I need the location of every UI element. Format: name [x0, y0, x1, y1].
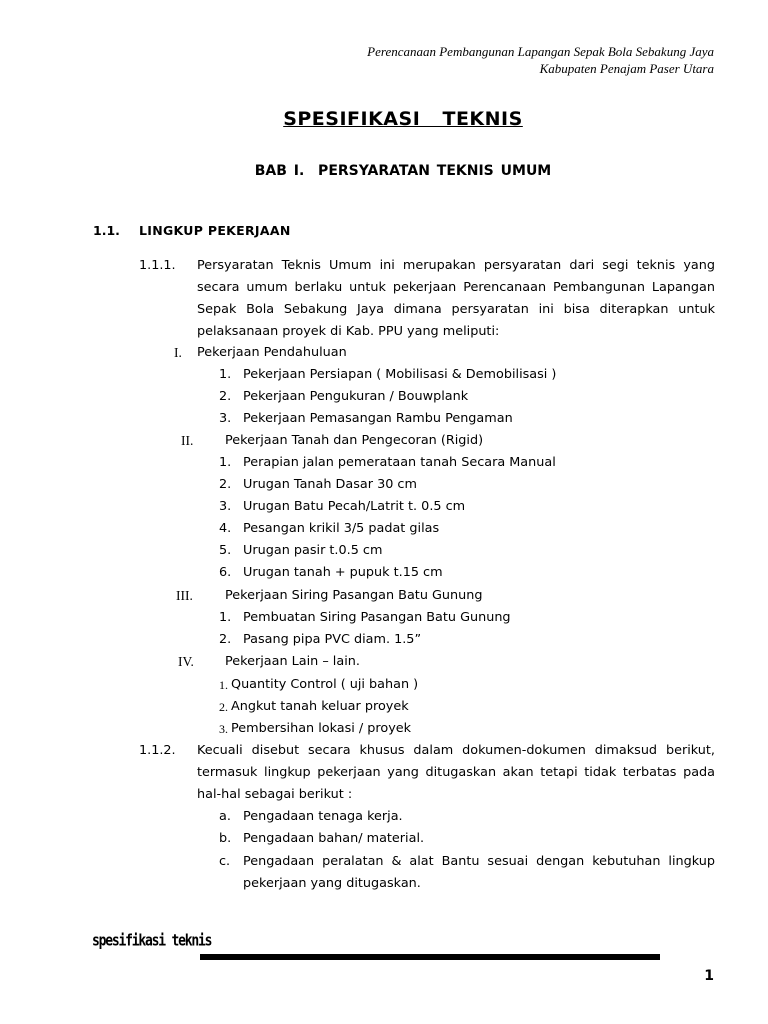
- list-item-number: 2.: [219, 700, 228, 714]
- paragraph-number: 1.1.2.: [139, 743, 176, 758]
- list-item-line: pekerjaan yang ditugaskan.: [243, 876, 421, 891]
- paragraph-1-1-1: [197, 255, 715, 343]
- list-item: Quantity Control ( uji bahan ): [231, 677, 419, 692]
- list-item: Pekerjaan Pemasangan Rambu Pengaman: [243, 411, 513, 426]
- paragraph-line: hal-hal sebagai berikut :: [197, 787, 353, 802]
- footer-logo: spesifikasi teknis: [92, 932, 212, 951]
- section-number: 1.1.: [93, 223, 120, 238]
- list-item: Pengadaan bahan/ material.: [243, 831, 425, 846]
- header-location: Kabupaten Penajam Paser Utara: [539, 61, 714, 76]
- group-label: Pekerjaan Pendahuluan: [197, 345, 347, 360]
- list-item: Pengadaan tenaga kerja.: [243, 809, 403, 824]
- list-item: Angkut tanah keluar proyek: [231, 699, 409, 714]
- list-item-letter: a.: [219, 809, 231, 824]
- list-item-letter: b.: [219, 831, 232, 846]
- list-item: Urugan tanah + pupuk t.15 cm: [243, 565, 443, 580]
- list-item-number: 1.: [219, 455, 232, 470]
- list-item: Pesangan krikil 3/5 padat gilas: [243, 521, 440, 536]
- footer-divider: [200, 954, 660, 960]
- list-item-number: 6.: [219, 565, 232, 580]
- paragraph-line: Persyaratan Teknis Umum ini merupakan persyaratan dari segi teknis yang: [197, 258, 715, 273]
- list-item: Urugan Batu Pecah/Latrit t. 0.5 cm: [243, 499, 466, 514]
- section-title: LINGKUP PEKERJAAN: [139, 223, 291, 238]
- page-number: 1: [704, 968, 714, 984]
- list-item: Pembersihan lokasi / proyek: [231, 721, 412, 736]
- list-item-number: 1.: [219, 367, 232, 382]
- list-item: Pasang pipa PVC diam. 1.5”: [243, 632, 422, 647]
- list-item-number: 5.: [219, 543, 232, 558]
- list-item-number: 2.: [219, 632, 232, 647]
- group-numeral: III.: [176, 588, 193, 603]
- list-item-letter: c.: [219, 854, 231, 869]
- group-numeral: I.: [174, 345, 182, 360]
- list-item: Urugan pasir t.0.5 cm: [243, 543, 383, 558]
- list-item: Pekerjaan Persiapan ( Mobilisasi & Demobilisasi ): [243, 367, 557, 382]
- list-item-number: 2.: [219, 477, 232, 492]
- group-label: Pekerjaan Tanah dan Pengecoran (Rigid): [225, 433, 484, 448]
- paragraph-1-1-2: [197, 740, 715, 806]
- group-label: Pekerjaan Siring Pasangan Batu Gunung: [225, 588, 483, 603]
- list-item-number: 1.: [219, 610, 232, 625]
- list-item: Pembuatan Siring Pasangan Batu Gunung: [243, 610, 511, 625]
- list-item-number: 2.: [219, 389, 232, 404]
- list-item-number: 1.: [219, 678, 228, 692]
- list-item-number: 3.: [219, 411, 232, 426]
- list-item: Urugan Tanah Dasar 30 cm: [243, 477, 417, 492]
- paragraph-number: 1.1.1.: [139, 258, 176, 273]
- list-item-number: 3.: [219, 722, 228, 736]
- group-numeral: IV.: [178, 654, 194, 669]
- group-numeral: II.: [181, 433, 194, 448]
- header-project-title: Perencanaan Pembangunan Lapangan Sepak Bola Sebakung Jaya: [367, 44, 714, 59]
- paragraph-line: Kecuali disebut secara khusus dalam dokumen-dokumen dimaksud berikut,: [197, 743, 715, 758]
- list-item: Perapian jalan pemerataan tanah Secara Manual: [243, 455, 556, 470]
- paragraph-line: termasuk lingkup pekerjaan yang ditugaskan akan tetapi tidak terbatas pada: [197, 765, 715, 780]
- list-item: [243, 851, 715, 895]
- chapter-heading: BAB I. PERSYARATAN TEKNIS UMUM: [254, 163, 552, 179]
- list-item: Pekerjaan Pengukuran / Bouwplank: [243, 389, 469, 404]
- group-label: Pekerjaan Lain – lain.: [225, 654, 360, 669]
- list-item-number: 3.: [219, 499, 232, 514]
- document-title: SPESIFIKASI TEKNIS: [283, 108, 523, 130]
- paragraph-line: pelaksanaan proyek di Kab. PPU yang meliputi:: [197, 324, 500, 339]
- list-item-number: 4.: [219, 521, 232, 536]
- list-item-line: Pengadaan peralatan & alat Bantu sesuai dengan kebutuhan lingkup: [243, 854, 715, 869]
- paragraph-line: Sepak Bola Sebakung Jaya dimana persyaratan ini bisa diterapkan untuk: [197, 302, 715, 317]
- paragraph-line: secara umum berlaku untuk pekerjaan Perencanaan Pembangunan Lapangan: [197, 280, 715, 295]
